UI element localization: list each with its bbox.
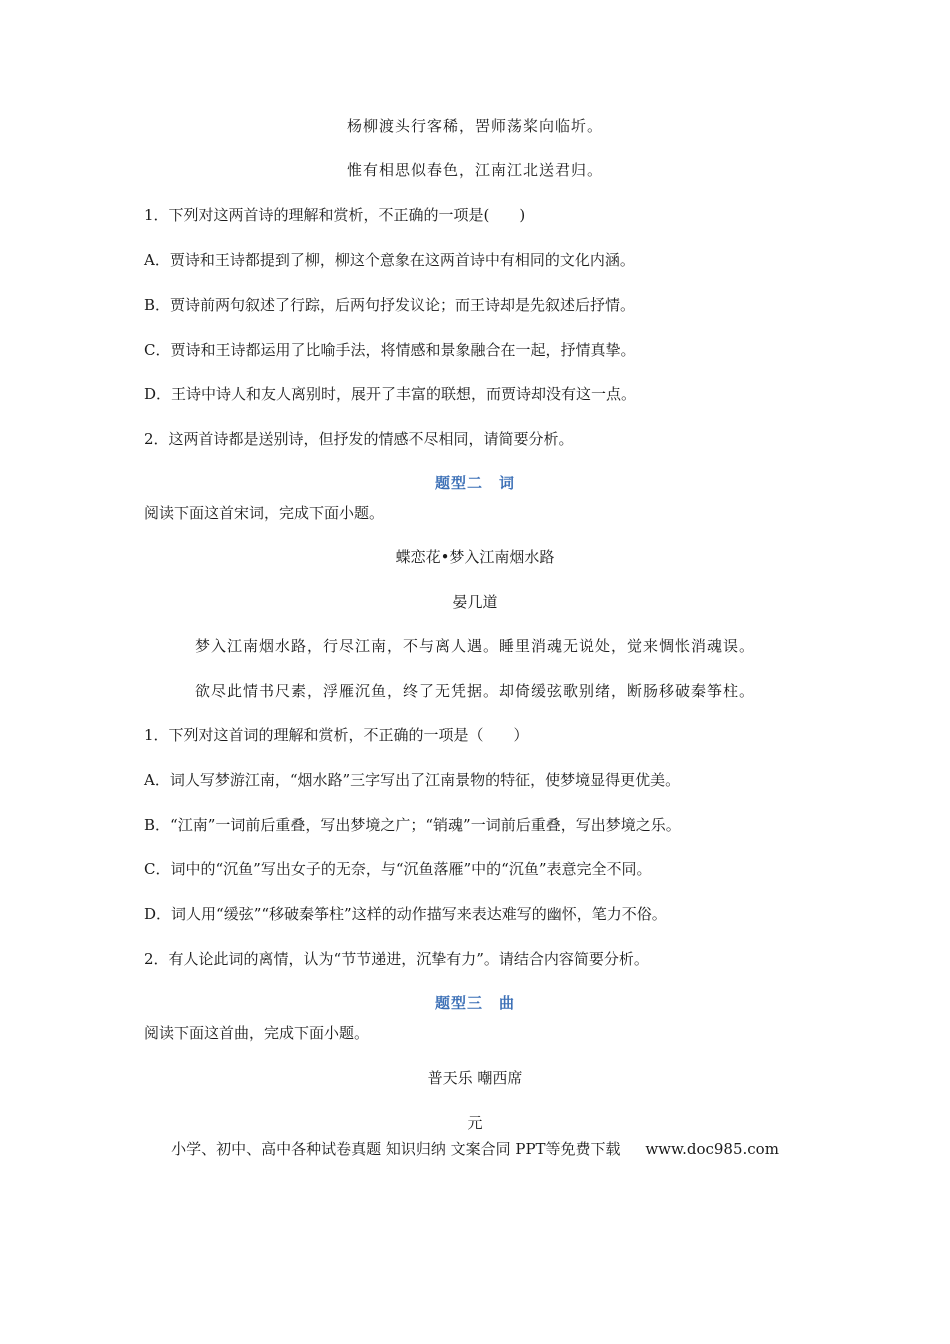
poem-author: 晏几道 [452, 593, 498, 611]
option-b: B．“江南”一词前后重叠，写出梦境之广；“销魂”一词前后重叠，写出梦境之乐。 [144, 816, 681, 834]
question-2: 2．有人论此词的离情，认为“节节递进，沉挚有力”。请结合内容简要分析。 [144, 950, 649, 968]
section-intro: 阅读下面这首曲，完成下面小题。 [144, 1024, 370, 1042]
section-heading: 题型二 词 [434, 474, 515, 492]
poem-title: 普天乐 嘲西席 [427, 1069, 523, 1087]
poem-line: 惟有相思似春色，江南江北送君归。 [346, 161, 603, 179]
option-b: B．贾诗前两句叙述了行踪，后两句抒发议论；而王诗却是先叙述后抒情。 [144, 296, 636, 314]
poem-line: 梦入江南烟水路，行尽江南，不与离人遇。睡里消魂无说处，觉来惆怅消魂误。 [194, 637, 755, 655]
option-c: C．贾诗和王诗都运用了比喻手法，将情感和景象融合在一起，抒情真挚。 [144, 341, 636, 359]
page-footer [0, 1138, 950, 1159]
question-1: 1．下列对这两首诗的理解和赏析，不正确的一项是( ) [144, 206, 526, 224]
option-c: C．词中的“沉鱼”写出女子的无奈，与“沉鱼落雁”中的“沉鱼”表意完全不同。 [144, 860, 652, 878]
poem-title: 蝶恋花•梦入江南烟水路 [395, 548, 555, 566]
footer-text: 小学、初中、高中各种试卷真题 知识归纳 文案合同 PPT等免费下载 [171, 1140, 621, 1158]
option-d: D．词人用“缓弦”“移破秦筝柱”这样的动作描写来表达难写的幽怀，笔力不俗。 [144, 905, 667, 923]
poem-line: 杨柳渡头行客稀，罟师荡桨向临圻。 [346, 117, 603, 135]
section-intro: 阅读下面这首宋词，完成下面小题。 [144, 504, 385, 522]
poem-author: 元 [467, 1114, 483, 1132]
option-a: A．贾诗和王诗都提到了柳，柳这个意象在这两首诗中有相同的文化内涵。 [144, 251, 635, 269]
section-heading: 题型三 曲 [434, 994, 515, 1012]
option-d: D．王诗中诗人和友人离别时，展开了丰富的联想，而贾诗却没有这一点。 [144, 385, 637, 403]
question-2: 2．这两首诗都是送别诗，但抒发的情感不尽相同，请简要分析。 [144, 430, 574, 448]
option-a: A．词人写梦游江南，“烟水路”三字写出了江南景物的特征，使梦境显得更优美。 [144, 771, 681, 789]
poem-line: 欲尽此情书尺素，浮雁沉鱼，终了无凭据。却倚缓弦歌别绪，断肠移破秦筝柱。 [194, 682, 755, 700]
question-1: 1．下列对这首词的理解和赏析，不正确的一项是（ ） [144, 726, 529, 744]
footer-url[interactable]: www.doc985.com [645, 1140, 779, 1158]
